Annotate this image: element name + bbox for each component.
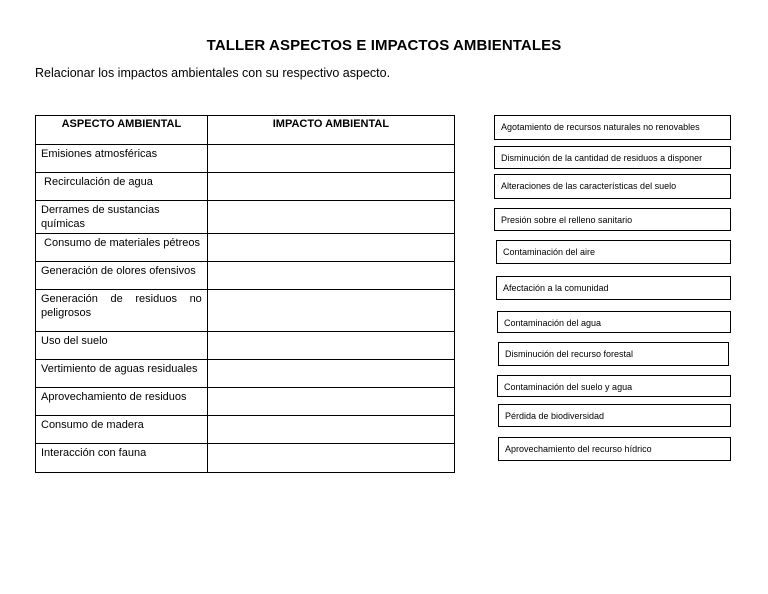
impact-option[interactable]: Agotamiento de recursos naturales no renovables	[494, 115, 731, 140]
aspect-cell	[36, 234, 208, 262]
aspect-label: Aprovechamiento de residuos	[41, 391, 187, 403]
impact-option[interactable]: Contaminación del aire	[496, 240, 731, 264]
impact-cell[interactable]	[207, 145, 454, 173]
impact-option[interactable]: Pérdida de biodiversidad	[498, 404, 731, 427]
aspect-label: Vertimiento de aguas residuales	[41, 363, 198, 375]
aspect-label: Consumo de madera	[41, 419, 144, 431]
impact-cell[interactable]	[207, 201, 454, 234]
aspect-label: Uso del suelo	[41, 335, 108, 347]
aspect-label: Recirculación de agua	[41, 176, 153, 188]
aspect-cell	[36, 145, 208, 173]
table-row	[36, 262, 455, 290]
impact-option[interactable]: Disminución de la cantidad de residuos a disponer	[494, 146, 731, 169]
impact-option[interactable]: Presión sobre el relleno sanitario	[494, 208, 731, 231]
impact-option[interactable]: Alteraciones de las características del suelo	[494, 174, 731, 199]
impact-cell[interactable]	[207, 290, 454, 332]
table-row	[36, 145, 455, 173]
aspect-cell	[36, 332, 208, 360]
impact-option[interactable]: Contaminación del agua	[497, 311, 731, 333]
table-row	[36, 290, 455, 332]
page-title: TALLER ASPECTOS E IMPACTOS AMBIENTALES	[206, 37, 562, 54]
table-row	[36, 388, 455, 416]
impact-cell[interactable]	[207, 388, 454, 416]
table-row	[36, 416, 455, 444]
aspect-cell	[36, 262, 208, 290]
table-row	[36, 332, 455, 360]
aspect-cell	[36, 173, 208, 201]
matching-table	[35, 115, 455, 473]
impact-cell[interactable]	[207, 234, 454, 262]
header-aspect: ASPECTO AMBIENTAL	[36, 116, 208, 145]
aspect-cell	[36, 290, 208, 332]
impact-cell[interactable]	[207, 332, 454, 360]
impact-option[interactable]: Aprovechamiento del recurso hídrico	[498, 437, 731, 461]
aspect-cell	[36, 201, 208, 234]
impact-cell[interactable]	[207, 360, 454, 388]
aspect-label: Interacción con fauna	[41, 447, 147, 459]
impact-option[interactable]: Contaminación del suelo y agua	[497, 375, 731, 397]
table-row	[36, 444, 455, 473]
aspect-cell	[36, 444, 208, 473]
aspect-label: Consumo de materiales pétreos	[41, 237, 200, 249]
aspect-label: Generación de residuos no peligrosos	[41, 293, 202, 319]
header-impact: IMPACTO AMBIENTAL	[207, 116, 454, 145]
impact-option[interactable]: Disminución del recurso forestal	[498, 342, 729, 366]
aspect-cell	[36, 416, 208, 444]
aspect-label: Generación de olores ofensivos	[41, 265, 196, 277]
aspect-label: Emisiones atmosféricas	[41, 148, 158, 160]
impact-cell[interactable]	[207, 444, 454, 473]
impact-cell[interactable]	[207, 262, 454, 290]
impact-cell[interactable]	[207, 173, 454, 201]
table-row	[36, 201, 455, 234]
table-header-row	[36, 116, 455, 145]
impact-cell[interactable]	[207, 416, 454, 444]
table-row	[36, 173, 455, 201]
aspect-cell	[36, 360, 208, 388]
aspect-label: Derrames de sustancias químicas	[41, 204, 160, 230]
instructions-text: Relacionar los impactos ambientales con su respectivo aspecto.	[35, 66, 391, 80]
aspect-cell	[36, 388, 208, 416]
table-row	[36, 360, 455, 388]
impact-option[interactable]: Afectación a la comunidad	[496, 276, 731, 300]
table-row	[36, 234, 455, 262]
